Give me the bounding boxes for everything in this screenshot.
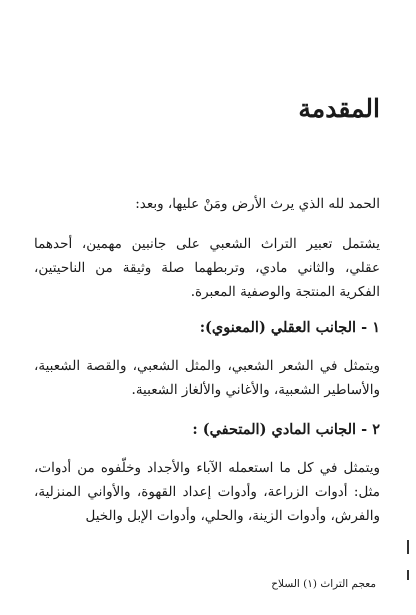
paragraph-1: يشتمل تعبير التراث الشعبي على جانبين مهمين، أحدهما عقلي، والثاني مادي، وتربطهما صلة وثيقة من الناحيتين، الفكرية المنتجة والوصفية المعبرة. bbox=[34, 236, 380, 300]
page-heading: المقدمة bbox=[298, 94, 380, 123]
intro-line: الحمد لله الذي يرث الأرض ومَنْ عليها، وبعد: bbox=[135, 196, 380, 212]
page-edge-mark bbox=[407, 570, 409, 580]
section-1-title: ١ - الجانب العقلي (المعنوي): bbox=[199, 319, 380, 336]
section-2-title: ٢ - الجانب المادي (المتحفي) : bbox=[192, 421, 380, 438]
page-footer: معجم التراث (١) السلاح bbox=[271, 578, 376, 590]
page-edge-mark bbox=[407, 540, 409, 554]
section-2-text: ويتمثل في كل ما استعمله الآباء والأجداد وخلّفوه من أدوات، مثل: أدوات الزراعة، وأدوات إعداد القهوة، والأواني المنزلية، والفرش، وأدوات الزينة، والحلي، وأدوات الإبل والخيل bbox=[34, 460, 380, 524]
section-1-text: ويتمثل في الشعر الشعبي، والمثل الشعبي، والقصة الشعبية، والأساطير الشعبية، والأغاني والألغاز الشعبية. bbox=[34, 358, 380, 398]
